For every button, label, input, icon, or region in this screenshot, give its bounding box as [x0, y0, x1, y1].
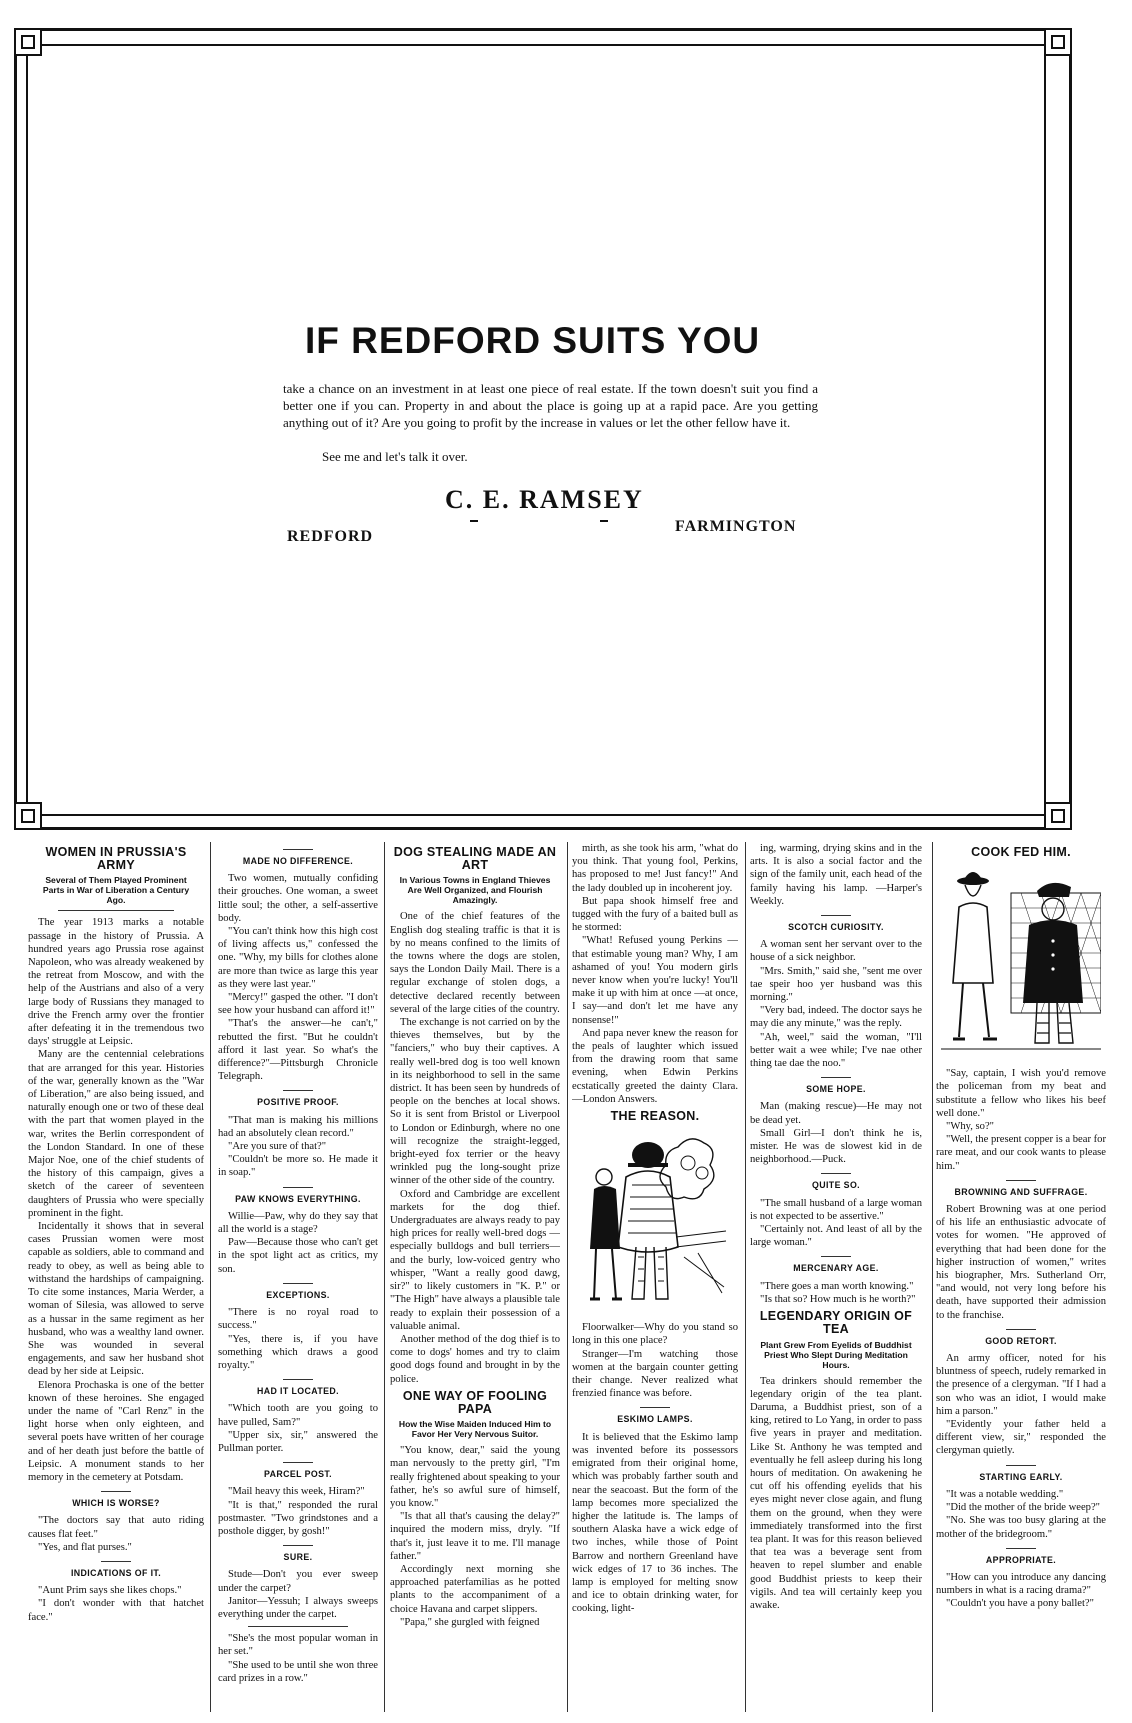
paragraph: One of the chief features of the English dog stealing traffic is that it is by no means confined to the limits of the towns where the dogs are stolen, says the London Daily Mail. There is a regular exchange of stolen dogs, a detective declared recently between several of the large cities of the country. — [390, 911, 560, 1015]
paragraph: "Why, so?" — [946, 1121, 994, 1133]
paragraph: "It is that," responded the rural postmaster. "Two grindstones and a posthole digger, by gosh!" — [218, 1499, 378, 1537]
paragraph: "Mail heavy this week, Hiram?" — [228, 1486, 365, 1498]
paragraph: "Well, the present copper is a bear for rare meat, and our cook wants to please him." — [936, 1134, 1106, 1172]
corner-ornament — [14, 28, 42, 56]
paragraph: The exchange is not carried on by the thieves themselves, but by the "fanciers," who buy their captives. A really well-bred dog is too well known in its neighborhood to sell in the same district. It has been seen by hundreds of people on the benches at local shows. So it is sent from Bristol or Liverpool to London or Edinburgh, where no one will recognize the straight-legged, bright-eyed fox terrier or the heavy wrinkled pug the long-sought prize winner of the other side of the country. — [390, 1017, 560, 1187]
paragraph: mirth, as she took his arm, "what do you think. That young fool, Perkins, has proposed to me! Just fancy!" And the lady doubled up in incoherent joy. — [572, 843, 738, 894]
paragraph: Accordingly next morning she approached paterfamilias as he potted plants to the accompaniment of a choice Havana and carpet slippers. — [390, 1563, 560, 1615]
paragraph: Incidentally it shows that in several cases Prussian women were most capable as soldiers, able to command and ready to obey, as well as being able to withstand the hardships of campaigning. To cite some instances, Maria Werder, a woman of Silesia, was allowed to serve as a hussar in the same regiment as her husband, who was a wealthy land owner. She was wounded in several engagements, and saw her husband shot dead by her side at Leipsic. — [28, 1221, 204, 1378]
paragraph: The year 1913 marks a notable passage in the history of Prussia. A hundred years ago Prussia rose against Napoleon, who was already weakened by the retreat from Moscow, and with the help of the Austrians and also of a very large body of Russians they managed to drive the French army over the frontier after defeating it in the tremendous two days' struggle at Leipsic. — [28, 917, 204, 1048]
paragraph: Floorwalker—Why do you stand so long in this one place? — [572, 1322, 738, 1347]
paragraph: Robert Browning was at one period of his life an enthusiastic advocate of votes for women. "He approved of everything that had been done for the higher instruction of women," writes his biographer, Mrs. Sutherland Orr, "and would, not very long before his death, have supported their admission to the franchise. — [936, 1204, 1106, 1321]
paragraph: "There goes a man worth knowing." — [760, 1280, 914, 1292]
news-columns — [28, 842, 1116, 1712]
article-subhead: Plant Grew From Eyelids of Buddhist Priest Who Slept During Meditation Hours. — [760, 1339, 912, 1370]
paragraph: Willie—Paw, why do they say that all the world is a stage? — [218, 1210, 378, 1236]
corner-ornament — [1044, 802, 1072, 830]
section-heading: APPROPRIATE. — [936, 1548, 1106, 1567]
column-6 — [936, 842, 1106, 1710]
article-headline: LEGENDARY ORIGIN OF TEA — [759, 1309, 913, 1337]
ad-body-text: take a chance on an investment in at least one piece of real estate. If the town doesn't suit you find a better one if you can. Property in and about the place is going up at a rapid pace. Are you getting anything out of it? Are you going to profit by the increase in values or let the other fellow have it. — [283, 381, 818, 430]
ad-dash — [470, 520, 478, 522]
paragraph: Stude—Don't you ever sweep under the carpet? — [218, 1569, 378, 1594]
column-1 — [28, 842, 204, 1710]
section-heading: GOOD RETORT. — [936, 1329, 1106, 1348]
ad-headline: IF REDFORD SUITS YOU — [305, 320, 761, 361]
paragraph: Janitor—Yessuh; I always sweeps everything under the carpet. — [218, 1595, 378, 1620]
paragraph: "The doctors say that auto riding causes flat feet." — [28, 1515, 204, 1540]
cartoon-cook-policeman-illustration — [941, 863, 1101, 1063]
ad-advertiser-name: C. E. RAMSEY — [445, 485, 644, 514]
section-heading: QUITE SO. — [750, 1173, 922, 1192]
paragraph: "That's the answer—he can't," rebutted the first. "But he couldn't afford it last year. So what's the difference?"—Pittsburgh Chronicle Telegraph. — [218, 1018, 378, 1083]
paragraph: "You can't think how this high cost of living affects us," confessed the one. "Why, my bills for clothes alone are more than twice as large this year as they were last year." — [218, 926, 378, 990]
paragraph: "Aunt Prim says she likes chops." — [38, 1585, 182, 1597]
cartoon-shoppers-illustration — [580, 1127, 730, 1317]
article-subhead: Several of Them Played Prominent Parts in War of Liberation a Century Ago. — [42, 875, 190, 906]
paragraph: Elenora Prochaska is one of the better known of these heroines. She engaged under the name of "Carl Renz" in the light horse when only eighteen, and several poets have written of her courage and of her death just before the battle of Leipsic. A monument stands to her memory in the cemetery at Potsdam. — [28, 1379, 204, 1483]
article-headline: ONE WAY OF FOOLING PAPA — [402, 1388, 548, 1416]
paragraph: ing, warming, drying skins and in the arts. It is also a social factor and the sign of the family unit, each head of the family having his lamp. —Harper's Weekly. — [750, 843, 922, 907]
paragraph: "Is that all that's causing the delay?" inquired the modern miss, dryly. "If that's it, just leave it to me. I'll manage father." — [390, 1511, 560, 1562]
section-heading: MADE NO DIFFERENCE. — [218, 849, 378, 868]
column-4 — [572, 842, 738, 1710]
paragraph: "Which tooth are you going to have pulled, Sam?" — [218, 1403, 378, 1428]
paragraph: "I don't wonder with that hatchet face." — [28, 1598, 204, 1623]
article-subhead: How the Wise Maiden Induced Him to Favor Her Very Nervous Suitor. — [398, 1419, 552, 1440]
section-heading: PAW KNOWS EVERYTHING. — [218, 1187, 378, 1206]
paragraph: "There is no royal road to success." — [218, 1307, 378, 1332]
paragraph: "The small husband of a large woman is not expected to be assertive." — [750, 1197, 922, 1222]
paragraph: "Papa," she gurgled with feigned — [400, 1616, 540, 1628]
paragraph: "Mercy!" gasped the other. "I don't see how your husband can afford it!" — [218, 992, 378, 1017]
section-heading: INDICATIONS OF IT. — [28, 1561, 204, 1580]
paragraph: Oxford and Cambridge are excellent markets for the dog thief. Undergraduates are always ready to pay high prices for really well-bred dogs —especially bulldogs and bull terriers—and the burly, low-voiced gentry who whisper, "Want a really good dawg, sir?" to likely customers in "K. P." or "The High" have always a plausible tale ready to explain their possession of a valuable animal. — [390, 1188, 560, 1332]
ad-town-right: FARMINGTON — [675, 518, 797, 535]
section-heading: POSITIVE PROOF. — [218, 1090, 378, 1109]
paragraph: An army officer, noted for his bluntness of speech, rudely remarked in the presence of a clergyman. "If I had a son who was an idiot, I would make him a parson." — [936, 1353, 1106, 1417]
paragraph: "Upper six, sir," answered the Pullman porter. — [218, 1429, 378, 1454]
paragraph: "Are you sure of that?" — [228, 1141, 327, 1153]
paragraph: Paw—Because those who can't get in the spot light act as critics, my son. — [218, 1237, 378, 1275]
paragraph: "She's the most popular woman in her set." — [218, 1633, 378, 1658]
paragraph: "Say, captain, I wish you'd remove the policeman from my beat and substitute a fellow who likes his beef well done." — [936, 1068, 1106, 1119]
paragraph: "Certainly not. And least of all by the large woman." — [750, 1224, 922, 1249]
section-heading: HAD IT LOCATED. — [218, 1379, 378, 1398]
corner-ornament — [14, 802, 42, 830]
paragraph: Tea drinkers should remember the legendary origin of the tea plant. Daruma, a Buddhist priest, son of a king, retired to Lo Yang, in order to pass five years in prayer and meditation. Like St. Anthony he was tempted and eventually he fell asleep during his long hours of meditation. On awakening he cut off his offending eyelids that his eyes might never close again, and flung them on the ground, when they were immediately transformed into the first tea plant. It was for this reason believed that tea was a beverage sent from heaven to repel slumber and enable good Buddhist priests to keep their vigils. And tea will certainly keep you awake. — [750, 1375, 922, 1611]
column-2 — [218, 842, 378, 1710]
paragraph: Many are the centennial celebrations that are arranged for this year. Histories of the war, generally known as the "War of Liberation," are also being issued, and naturally enough one or two of these deal with the part that women played in the war, writes the Berlin correspondent of the London Standard. In one of these Major Noe, one of the chief students of the history of this campaign, gives a sketch of the career of seventeen daughters of Prussia who were specially prominent in the fight. — [28, 1049, 204, 1219]
column-5 — [750, 842, 922, 1710]
section-heading: SURE. — [218, 1545, 378, 1564]
article-headline: DOG STEALING MADE AN ART — [393, 845, 557, 873]
paragraph: "Couldn't be more so. He made it in soap." — [218, 1154, 378, 1179]
corner-ornament — [1044, 28, 1072, 56]
paragraph: But papa shook himself free and tugged with the fury of a baited bull as he stormed: — [572, 895, 738, 934]
section-heading: SCOTCH CURIOSITY. — [750, 915, 922, 934]
article-headline: COOK FED HIM. — [971, 845, 1071, 859]
paragraph: "Yes, and flat purses." — [38, 1541, 132, 1553]
section-heading: MERCENARY AGE. — [750, 1256, 922, 1275]
paragraph: Man (making rescue)—He may not be dead yet. — [750, 1101, 922, 1126]
ad-town-left: REDFORD — [287, 528, 374, 545]
paragraph: It is believed that the Eskimo lamp was invented before its possessors emigrated from their original home, which was probably farther south and near the seacoast. But the form of the lamp becomes more specialized the higher the latitude is. The lamps of southern Alaska have a wick edge of two inches, while those of Point Barrow and northern Greenland have wick edges of 17 to 36 inches. The lamp is employed for melting snow and ice to obtain drinking water, for cooking, light- — [572, 1431, 738, 1615]
ad-dash — [600, 520, 608, 522]
paragraph: "Mrs. Smith," said she, "sent me over tae speir hoo yer husband was this morning." — [750, 965, 922, 1004]
paragraph: "She used to be until she won three card prizes in a row." — [218, 1659, 378, 1684]
paragraph: Another method of the dog thief is to come to dogs' homes and try to claim good dogs found and brought in by the police. — [390, 1333, 560, 1385]
paragraph: "Yes, there is, if you have something which draws a good royalty." — [218, 1333, 378, 1371]
article-headline: THE REASON. — [610, 1109, 700, 1124]
section-heading: SOME HOPE. — [750, 1077, 922, 1096]
paragraph: Stranger—I'm watching those women at the bargain counter getting their change. Never realized what frenzied finance was before. — [572, 1348, 738, 1400]
article-headline: WOMEN IN PRUSSIA'S ARMY — [45, 845, 187, 873]
paragraph: And papa never knew the reason for the peals of laughter which issued from the drawing room that same evening, when Edwin Perkins ecstatically greeted the dainty Clara. —London Answers. — [572, 1027, 738, 1105]
paragraph: "Did the mother of the bride weep?" — [946, 1502, 1100, 1514]
section-heading: BROWNING AND SUFFRAGE. — [936, 1180, 1106, 1199]
paragraph: "It was a notable wedding." — [946, 1488, 1064, 1500]
article-subhead: In Various Towns in England Thieves Are Well Organized, and Flourish Amazingly. — [399, 875, 551, 906]
paragraph: Two women, mutually confiding their grouches. One woman, a sweet little soul; the other, a self-assertive body. — [218, 873, 378, 924]
paragraph: "Couldn't you have a pony ballet?" — [946, 1598, 1094, 1610]
paragraph: "Ah, weel," said the woman, "I'll better wait a wee while; I've nae other thing tae dae the noo." — [750, 1031, 922, 1070]
column-3 — [390, 842, 560, 1710]
paragraph: "Is that so? How much is he worth?" — [760, 1293, 916, 1305]
section-heading: PARCEL POST. — [218, 1462, 378, 1481]
paragraph: "That man is making his millions had an absolutely clean record." — [218, 1114, 378, 1139]
paragraph: A woman sent her servant over to the house of a sick neighbor. — [750, 939, 922, 964]
paragraph: "Evidently your father held a different view, sir," responded the clergyman quietly. — [936, 1419, 1106, 1457]
section-heading: STARTING EARLY. — [936, 1465, 1106, 1484]
section-heading: WHICH IS WORSE? — [28, 1491, 204, 1510]
paragraph: "No. She was too busy glaring at the mother of the bridegroom." — [936, 1515, 1106, 1540]
ad-call-to-action: See me and let's talk it over. — [322, 449, 468, 464]
section-heading: ESKIMO LAMPS. — [572, 1407, 738, 1426]
section-heading: EXCEPTIONS. — [218, 1283, 378, 1302]
paragraph: "What! Refused young Perkins —that estimable young man? Why, I am ashamed of you! You modern girls never know when you're lucky! You'll make it up with him at once —at once, I say—and don't let me have any nonsense!" — [572, 935, 738, 1026]
paragraph: Small Girl—I don't think he is, mister. He was de slowest kid in de neighborhood.—Puck. — [750, 1127, 922, 1166]
paragraph: "How can you introduce any dancing numbers in what is a racing drama?" — [936, 1571, 1106, 1597]
paragraph: "You know, dear," said the young man nervously to the pretty girl, "I'm really frightened about speaking to your father, he's so awful sure of himself, you know." — [390, 1445, 560, 1509]
paragraph: "Very bad, indeed. The doctor says he may die any minute," was the reply. — [750, 1005, 922, 1030]
